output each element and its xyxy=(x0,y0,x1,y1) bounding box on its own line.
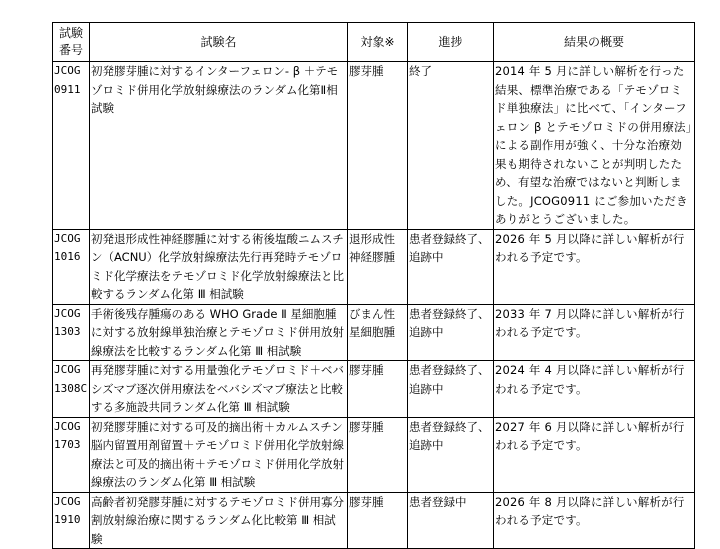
header-target: 対象※ xyxy=(348,23,408,62)
trial-name: 初発退形成性神経膠腫に対する術後塩酸ニムスチン（ACNU）化学放射線療法先行再発時テモゾロミド化学療法をテモゾロミド化学放射線療法と比較するランダム化第 Ⅲ 相試験 xyxy=(90,229,348,304)
header-result: 結果の概要 xyxy=(494,23,695,62)
table-row xyxy=(53,492,695,549)
table-row xyxy=(53,229,695,304)
trial-result: 2014 年 5 月に詳しい解析を行った結果、標準治療である「テモゾロミド単独療法」に比べて、「インターフェロン β とテモゾロミドの併用療法」による副作用が強く、十分な治療効果も期待されないことが判明したため、有望な治療ではないと判断しました。JCOG0911 にご参加いただきありがとうございました。 xyxy=(494,62,695,230)
trial-id: JCOG 0911 xyxy=(53,62,90,230)
table-row xyxy=(53,361,695,418)
table-row xyxy=(53,304,695,361)
trial-status: 患者登録終了、追跡中 xyxy=(408,361,494,418)
trial-result: 2024 年 4 月以降に詳しい解析が行われる予定です。 xyxy=(494,361,695,418)
table-header-row xyxy=(53,23,695,62)
trial-name: 初発膠芽腫に対する可及的摘出術＋カルムスチン脳内留置用剤留置＋テモゾロミド併用化学放射線療法と可及的摘出術＋テモゾロミド併用化学放射線療法のランダム化第 Ⅲ 相試験 xyxy=(90,417,348,492)
trial-id: JCOG 1303 xyxy=(53,304,90,361)
trial-target: 膠芽腫 xyxy=(348,62,408,230)
trial-status: 患者登録中 xyxy=(408,492,494,549)
trial-target: 膠芽腫 xyxy=(348,417,408,492)
trial-id: JCOG 1910 xyxy=(53,492,90,549)
trial-status: 患者登録終了、追跡中 xyxy=(408,417,494,492)
trial-id: JCOG 1016 xyxy=(53,229,90,304)
trial-status: 患者登録終了、追跡中 xyxy=(408,304,494,361)
trial-id: JCOG 1308C xyxy=(53,361,90,418)
trial-id: JCOG 1703 xyxy=(53,417,90,492)
trial-result: 2026 年 8 月以降に詳しい解析が行われる予定です。 xyxy=(494,492,695,549)
trial-result: 2027 年 6 月以降に詳しい解析が行われる予定です。 xyxy=(494,417,695,492)
trial-target: 膠芽腫 xyxy=(348,492,408,549)
trial-target: 退形成性神経膠腫 xyxy=(348,229,408,304)
trials-table xyxy=(52,22,695,549)
trial-name: 高齢者初発膠芽腫に対するテモゾロミド併用寡分割放射線治療に関するランダム化比較第 Ⅲ 相試験 xyxy=(90,492,348,549)
trial-target: びまん性星細胞腫 xyxy=(348,304,408,361)
trial-name: 再発膠芽腫に対する用量強化テモゾロミド＋ベバシズマブ逐次併用療法をベバシズマブ療法と比較する多施設共同ランダム化第 Ⅲ 相試験 xyxy=(90,361,348,418)
header-trial-id: 試験 番号 xyxy=(53,23,90,62)
header-status: 進捗 xyxy=(408,23,494,62)
trial-target: 膠芽腫 xyxy=(348,361,408,418)
header-trial-name: 試験名 xyxy=(90,23,348,62)
table-row xyxy=(53,417,695,492)
trial-name: 初発膠芽腫に対するインターフェロン- β ＋テモゾロミド併用化学放射線療法のランダム化第Ⅱ相試験 xyxy=(90,62,348,230)
table-row xyxy=(53,62,695,230)
trial-result: 2026 年 5 月以降に詳しい解析が行われる予定です。 xyxy=(494,229,695,304)
trial-status: 終了 xyxy=(408,62,494,230)
trial-name: 手術後残存腫瘍のある WHO Grade Ⅱ 星細胞腫に対する放射線単独治療とテモゾロミド併用放射線療法を比較するランダム化第 Ⅲ 相試験 xyxy=(90,304,348,361)
trial-result: 2033 年 7 月以降に詳しい解析が行われる予定です。 xyxy=(494,304,695,361)
trial-status: 患者登録終了、追跡中 xyxy=(408,229,494,304)
